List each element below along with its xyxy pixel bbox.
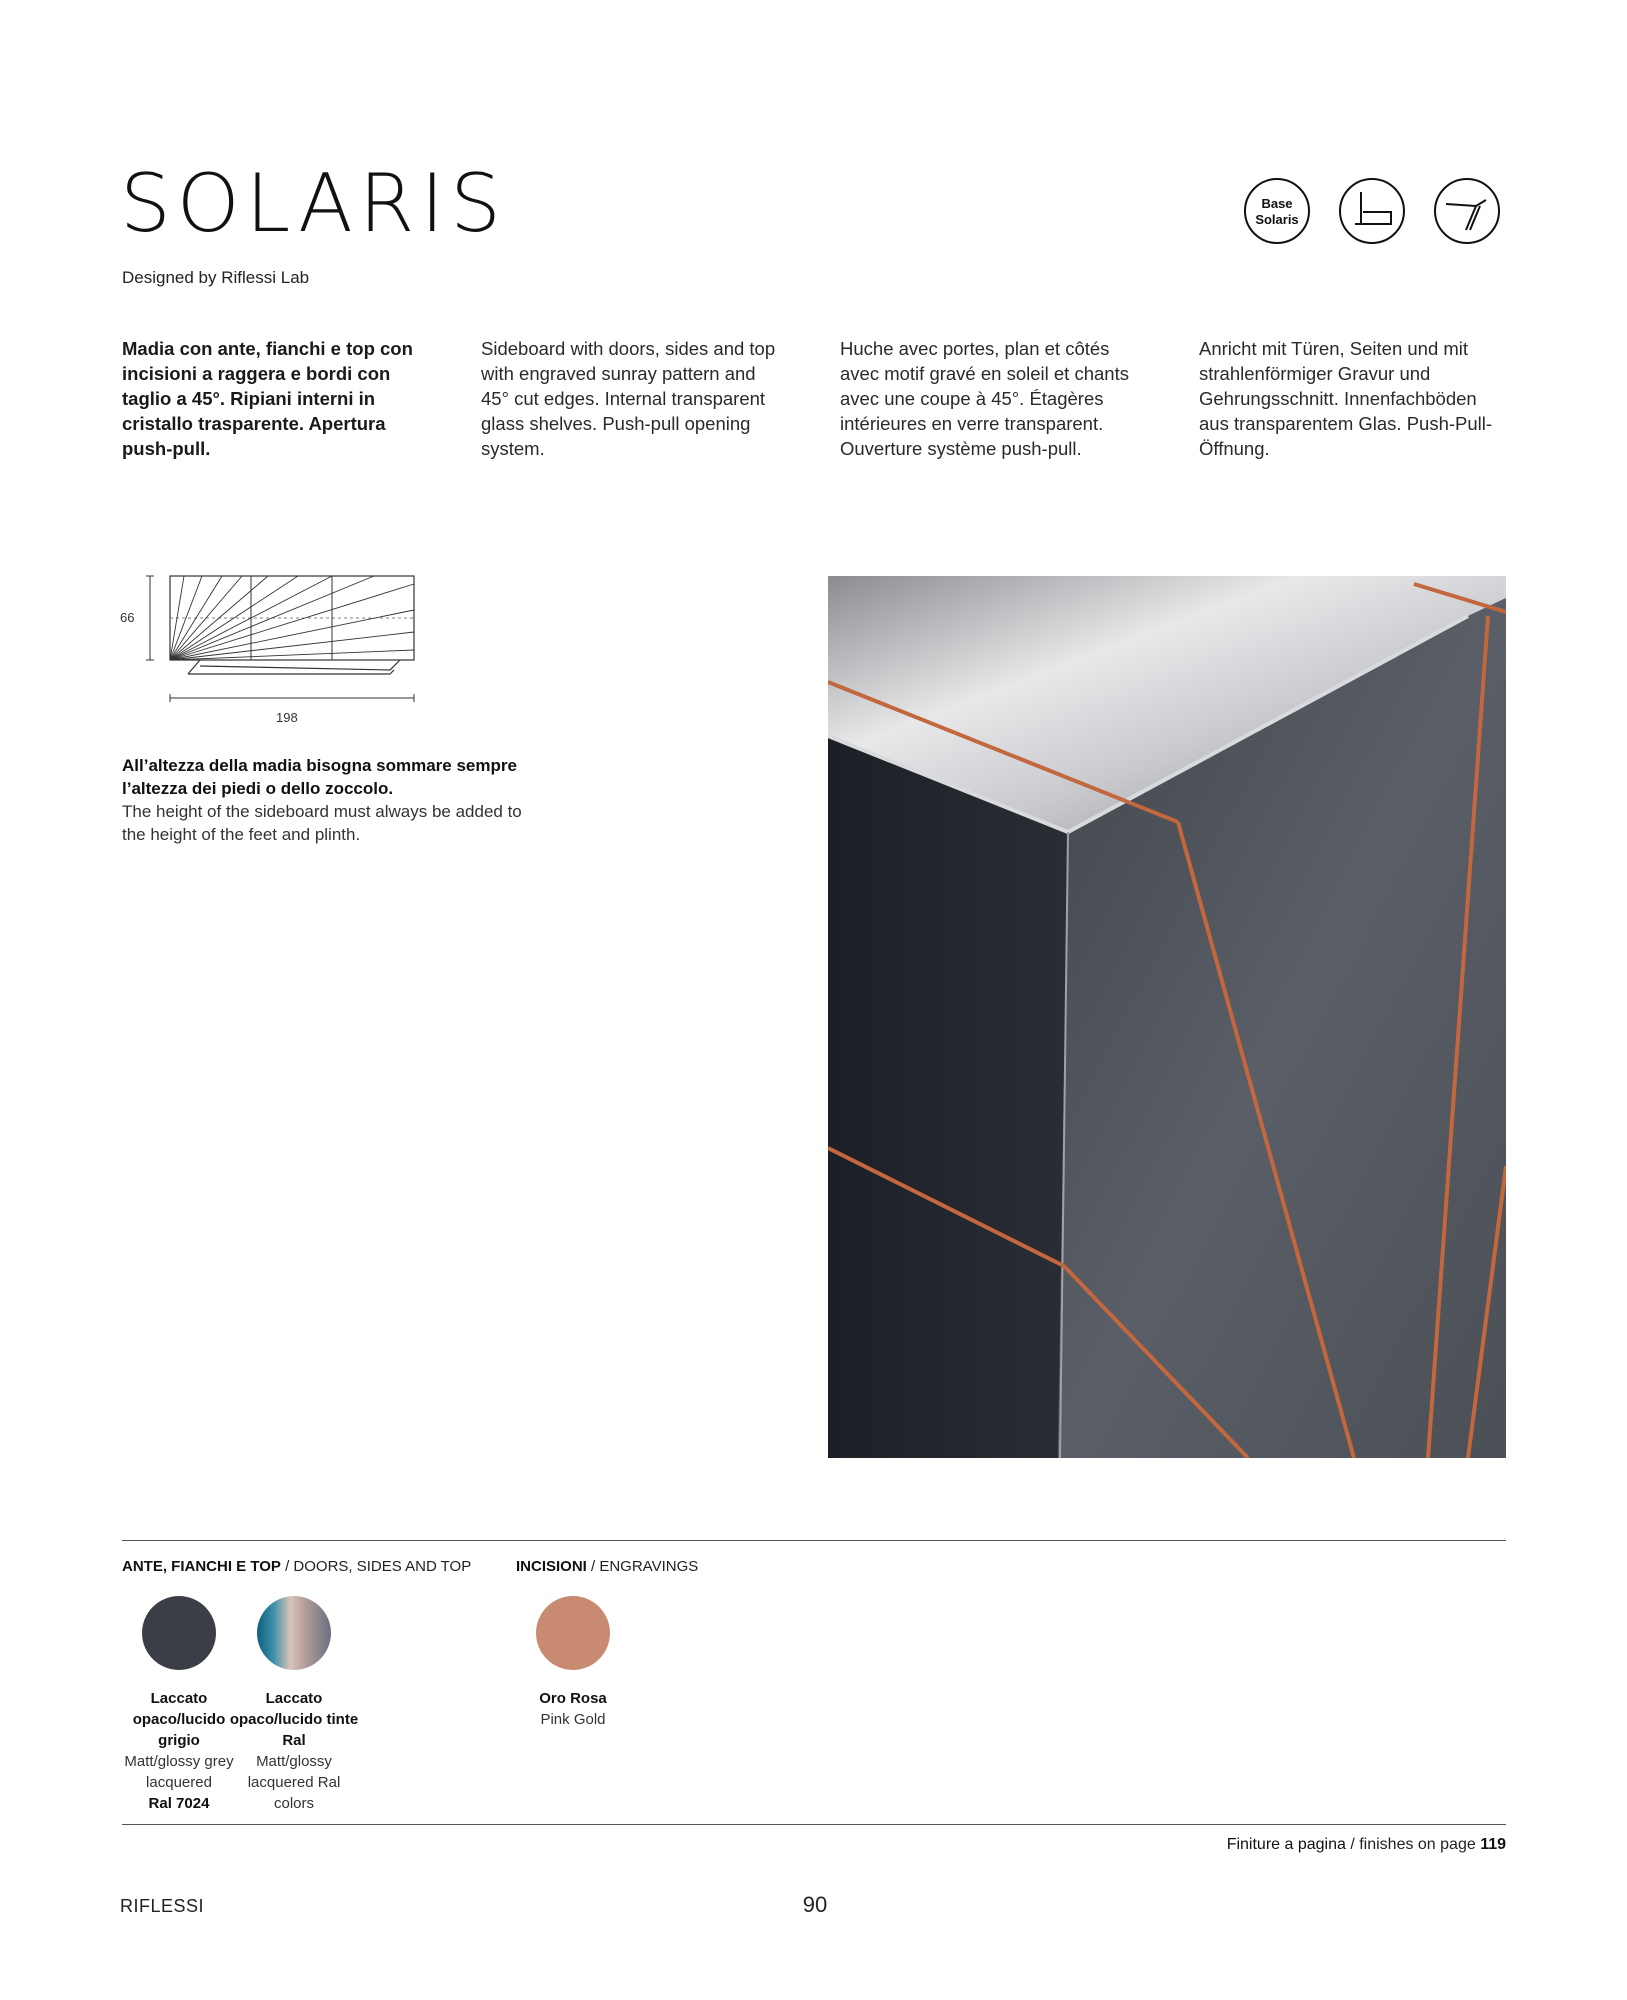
base-label-line2: Solaris <box>1255 212 1299 227</box>
swatch-pink-gold <box>536 1596 610 1670</box>
page-number: 90 <box>802 1892 828 1917</box>
base-label-line1: Base <box>1261 196 1293 211</box>
swatch-ral-colors <box>257 1596 331 1670</box>
swatch-grey-sub: Matt/glossy grey lacquered <box>124 1753 234 1791</box>
engravings-label-it: INCISIONI <box>516 1558 587 1575</box>
height-note-it: All’altezza della madia bisogna sommare sempre l’altezza dei piedi o dello zoccolo. <box>122 756 517 798</box>
engravings-finish-label <box>516 1558 698 1575</box>
base-solaris-icon <box>1244 178 1310 244</box>
swatch-grey-caption <box>114 1688 244 1814</box>
finishes-top-rule <box>122 1540 1506 1541</box>
finiture-page: 119 <box>1480 1836 1506 1853</box>
finishes-page-reference <box>1227 1836 1506 1854</box>
swatch-ral-caption <box>229 1688 359 1814</box>
sideboard-legs-icon <box>1434 178 1500 244</box>
description-de: Anricht mit Türen, Seiten und mit strahlenförmiger Gravur und Gehrungsschnitt. Innenfachböden aus transparentem Glas. Push-Pull-Öffnung. <box>1199 338 1493 459</box>
sideboard-plinth-icon <box>1339 178 1405 244</box>
swatch-pink-gold-sub: Pink Gold <box>540 1711 606 1728</box>
product-title: SOLARIS <box>120 157 507 250</box>
finishes-bottom-rule <box>122 1824 1506 1825</box>
designer-credit: Designed by Riflessi Lab <box>122 268 310 287</box>
swatch-grey <box>142 1596 216 1670</box>
description-en: Sideboard with doors, sides and top with engraved sunray pattern and 45° cut edges. Internal transparent glass shelves. Push-pull opening system. <box>481 338 776 459</box>
finiture-en: / finishes on page <box>1345 1836 1481 1853</box>
product-photo <box>828 576 1506 1458</box>
doors-label-it: ANTE, FIANCHI E TOP <box>122 1558 281 1575</box>
description-it: Madia con ante, fianchi e top con incisioni a raggera e bordi con taglio a 45°. Ripiani interni in cristallo trasparente. Apertura push-pull. <box>122 338 413 459</box>
doors-label-en: / DOORS, SIDES AND TOP <box>280 1558 472 1575</box>
swatch-grey-code: Ral 7024 <box>148 1795 210 1812</box>
description-fr: Huche avec portes, plan et côtés avec motif gravé en soleil et chants avec une coupe à 45°. Étagères intérieures en verre transparent. Ouverture système push-pull. <box>840 338 1129 459</box>
dimension-height: 66 <box>120 610 135 625</box>
finiture-it: Finiture a pagina <box>1226 1836 1346 1853</box>
height-note <box>122 754 542 846</box>
swatch-ral-sub: Matt/glossy lacquered Ral colors <box>247 1753 341 1812</box>
swatch-ral-name: Laccato opaco/lucido tinte Ral <box>229 1690 359 1749</box>
swatch-pink-gold-name: Oro Rosa <box>539 1690 607 1707</box>
height-note-en: The height of the sideboard must always be added to the height of the feet and plinth. <box>122 802 522 844</box>
technical-drawing <box>118 570 418 730</box>
doors-finish-label <box>122 1558 471 1575</box>
swatch-grey-name: Laccato opaco/lucido grigio <box>132 1690 226 1749</box>
swatch-pink-gold-caption <box>508 1688 638 1730</box>
dimension-width: 198 <box>276 710 298 725</box>
footer-brand: RIFLESSI <box>120 1896 205 1916</box>
sideboard-sunray-drawing <box>118 570 418 730</box>
engravings-label-en: / ENGRAVINGS <box>586 1558 699 1575</box>
